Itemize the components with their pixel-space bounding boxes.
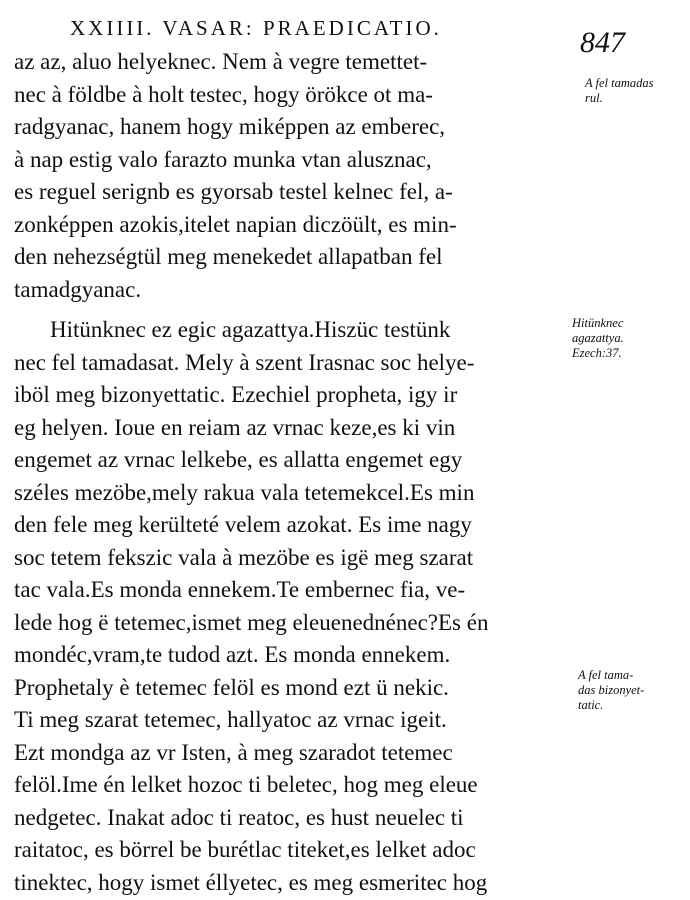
text-line: radgyanac, hanem hogy miképpen az emberec, — [14, 114, 446, 139]
text-line: mondéc,vram,te tudod azt. Es monda ennekem. — [14, 642, 451, 667]
text-line: felöl.Ime én lelket hozoc ti beletec, hog meg eleue — [14, 772, 478, 797]
text-line: széles mezöbe,mely rakua vala tetemekcel.Es min — [14, 479, 475, 505]
text-line: nec à földbe à holt testec, hogy örökce ot ma- — [14, 81, 433, 107]
margin-note-article-of-faith: Hitünknec agazattya. Ezech:37. — [572, 316, 624, 360]
text-line: Ezt mondga az vr Isten, à meg szaradot tetemec — [14, 739, 453, 765]
text-line: soc tetem fekszic vala à mezöbe es igë meg szarat — [14, 544, 474, 570]
text-line: tamadgyanac. — [14, 276, 142, 302]
text-line: nec fel tamadasat. Mely à szent Irasnac soc helye- — [14, 349, 475, 375]
body-text — [14, 46, 580, 899]
text-line: raitatoc, es börrel be burétlac titeket,es lelket adoc — [14, 837, 476, 862]
text-line: à nap estig valo farazto munka vtan alusznac, — [14, 146, 432, 172]
text-line: es reguel serignb es gyorsab testel kelnec fel, a- — [14, 179, 453, 204]
text-line: den fele meg kerülteté velem azokat. Es ime nagy — [14, 512, 472, 537]
text-line: nedgetec. Inakat adoc ti reatoc, es hust neuelec ti — [14, 804, 464, 830]
text-line: zonképpen azokis,itelet napian diczöült, es min- — [14, 211, 457, 237]
text-line: eg helyen. Ioue en reiam az vrnac keze,es ki vin — [14, 414, 456, 440]
text-line: lede hog ë tetemec,ismet meg eleuenednénec?Es én — [14, 609, 489, 635]
text-line: engemet az vrnac lelkebe, es allatta engemet egy — [14, 447, 463, 472]
text-line: az az, aluo helyeknec. Nem à vegre temettet- — [14, 49, 428, 74]
running-header: XXIIII. VASAR: PRAEDICATIO. — [70, 16, 442, 40]
text-line-paragraph-start: Hitünknec ez egic agazattya.Hiszüc testünk — [50, 317, 451, 342]
text-line: tinektec, hogy ismet éllyetec, es meg esmeritec hog — [14, 869, 488, 895]
text-line: Prophetaly è tetemec felöl es mond ezt ü nekic. — [14, 674, 449, 700]
margin-note-resurrection-proof: A fel tama- das bizonyet- tatic. — [578, 668, 645, 712]
margin-note-resurrection: A fel tamadas rul. — [585, 76, 654, 105]
text-line: Ti meg szarat tetemec, hallyatoc az vrnac igeit. — [14, 707, 447, 732]
text-line: iböl meg bizonyettatic. Ezechiel propheta, igy ir — [14, 382, 458, 407]
text-line: tac vala.Es monda ennekem.Te embernec fia, ve- — [14, 577, 466, 602]
page-number: 847 — [580, 26, 625, 59]
text-line: den nehezségtül meg menekedet allapatban fel — [14, 244, 443, 269]
